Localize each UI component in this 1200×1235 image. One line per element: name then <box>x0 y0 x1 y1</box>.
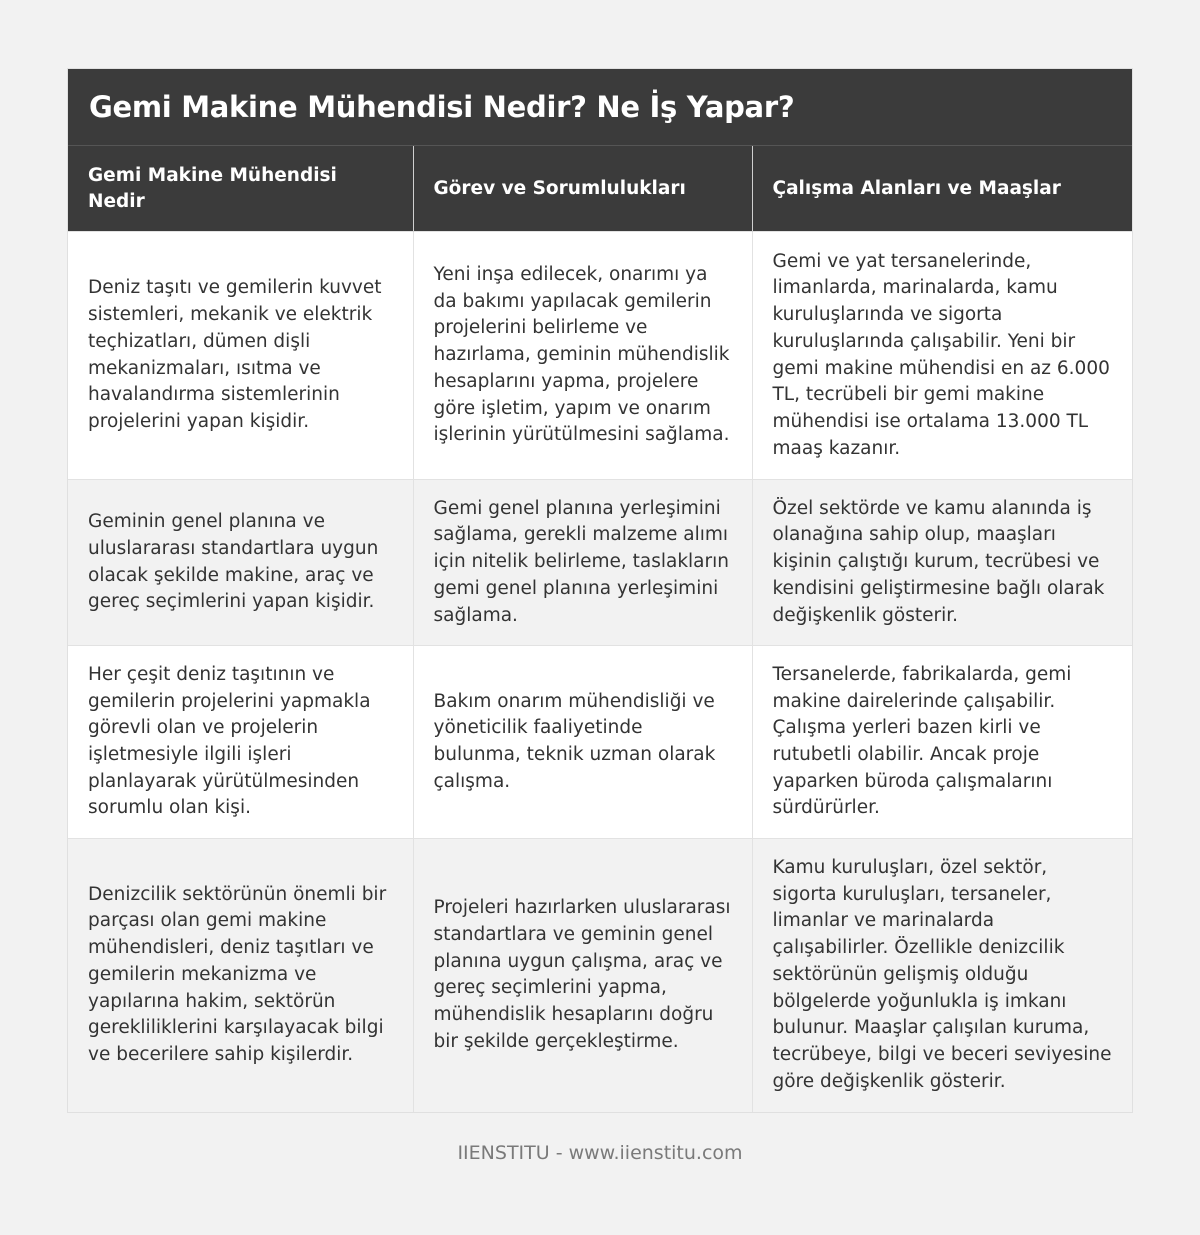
info-table-card <box>67 68 1133 1113</box>
source-footer: IIENSTITU - www.iienstitu.com <box>457 1142 743 1164</box>
table-cell: Denizcilik sektörünün önemli bir parçası olan gemi makine mühendisleri, deniz taşıtları ve gemilerin mekanizma ve yapılarına hakim, sektörün gerekliliklerini karşılayacak bilgi ve becerilere sahip kişilerdir. <box>68 839 413 1112</box>
table-cell: Projeleri hazırlarken uluslararası standartlara ve geminin genel planına uygun çalışma, araç ve gereç seçimlerini yapma, mühendislik hesaplarını doğru bir şekilde gerçekleştirme. <box>413 839 752 1112</box>
table-cell: Özel sektörde ve kamu alanında iş olanağına sahip olup, maaşları kişinin çalıştığı kurum, tecrübesi ve kendisini geliştirmesine bağlı olarak değişkenlik gösterir. <box>752 480 1132 646</box>
table-cell: Her çeşit deniz taşıtının ve gemilerin projelerini yapmakla görevli olan ve projelerin işletmesiyle ilgili işleri planlayarak yürütülmesinden sorumlu olan kişi. <box>68 646 413 839</box>
table-row <box>68 480 1132 646</box>
table-title: Gemi Makine Mühendisi Nedir? Ne İş Yapar? <box>68 69 1132 145</box>
column-header-duties: Görev ve Sorumlulukları <box>413 146 752 232</box>
info-table <box>68 145 1132 1112</box>
table-row <box>68 839 1132 1112</box>
table-cell: Tersanelerde, fabrikalarda, gemi makine dairelerinde çalışabilir. Çalışma yerleri bazen kirli ve rutubetli olabilir. Ancak proje yaparken büroda çalışmalarını sürdürürler. <box>752 646 1132 839</box>
table-cell: Gemi ve yat tersanelerinde, limanlarda, marinalarda, kamu kuruluşlarında ve sigorta kuruluşlarında çalışabilir. Yeni bir gemi makine mühendisi en az 6.000 TL, tecrübeli bir gemi makine mühendisi ise ortalama 13.000 TL maaş kazanır. <box>752 232 1132 480</box>
column-header-definition: Gemi Makine Mühendisi Nedir <box>68 146 413 232</box>
table-row <box>68 232 1132 480</box>
table-cell: Gemi genel planına yerleşimini sağlama, gerekli malzeme alımı için nitelik belirleme, taslakların gemi genel planına yerleşimini sağlama. <box>413 480 752 646</box>
table-cell: Bakım onarım mühendisliği ve yöneticilik faaliyetinde bulunma, teknik uzman olarak çalışma. <box>413 646 752 839</box>
header-row <box>68 146 1132 232</box>
table-cell: Yeni inşa edilecek, onarımı ya da bakımı yapılacak gemilerin projelerini belirleme ve hazırlama, geminin mühendislik hesaplarını yapma, projelere göre işletim, yapım ve onarım işlerinin yürütülmesini sağlama. <box>413 232 752 480</box>
table-cell: Deniz taşıtı ve gemilerin kuvvet sistemleri, mekanik ve elektrik teçhizatları, dümen dişli mekanizmaları, ısıtma ve havalandırma sistemlerinin projelerini yapan kişidir. <box>68 232 413 480</box>
column-header-work-areas-salaries: Çalışma Alanları ve Maaşlar <box>752 146 1132 232</box>
table-row <box>68 646 1132 839</box>
table-cell: Geminin genel planına ve uluslararası standartlara uygun olacak şekilde makine, araç ve gereç seçimlerini yapan kişidir. <box>68 480 413 646</box>
table-cell: Kamu kuruluşları, özel sektör, sigorta kuruluşları, tersaneler, limanlar ve marinalarda çalışabilirler. Özellikle denizcilik sektörünün gelişmiş olduğu bölgelerde yoğunlukla iş imkanı bulunur. Maaşlar çalışılan kuruma, tecrübeye, bilgi ve beceri seviyesine göre değişkenlik gösterir. <box>752 839 1132 1112</box>
